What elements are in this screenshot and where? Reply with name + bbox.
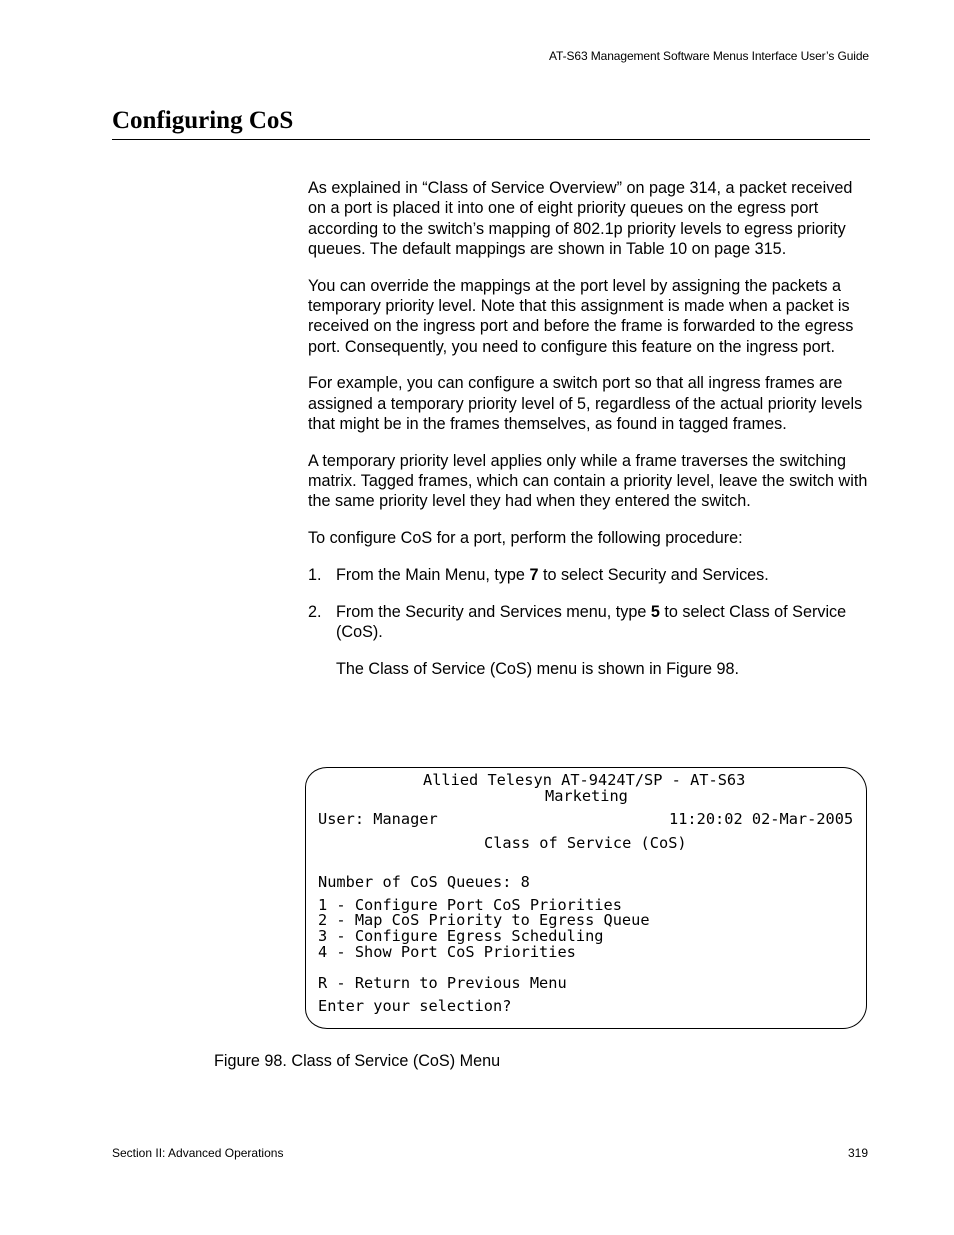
step-text: to select Class of Service (CoS). (336, 602, 847, 642)
step-text: From the Security and Services menu, type (336, 602, 651, 621)
procedure-step (308, 602, 870, 643)
screen-system-name: Marketing (545, 787, 628, 805)
paragraph: For example, you can configure a switch port so that all ingress frames are assigned a temporary priority level of 5, regardless of the actual priority levels that might be in the frames themselves, as found in tagged frames. (308, 374, 863, 433)
step-text: From the Main Menu, type (336, 565, 530, 584)
screen-user: User: Manager (318, 810, 438, 828)
title-divider (112, 139, 870, 140)
step-key: 5 (650, 602, 660, 621)
running-header: AT-S63 Management Software Menus Interface User’s Guide (549, 49, 869, 63)
section-title: Configuring CoS (112, 107, 294, 134)
page-number: 319 (847, 1146, 868, 1160)
step-note: The Class of Service (CoS) menu is shown in Figure 98. (336, 659, 740, 678)
paragraph: As explained in “Class of Service Overview” on page 314, a packet received on a port is placed it into one of eight priority queues on the egress port according to the switch’s mapping of 802.1p priority levels to egress priority queues. The default mappings are shown in Table 10 on page 315. (308, 179, 853, 258)
paragraph: A temporary priority level applies only while a frame traverses the switching matrix. Tagged frames, which can contain a priority level, leave the switch with the same priority level they had when they entered the switch. (308, 451, 868, 511)
figure-caption (0, 1052, 954, 1071)
step-number: 1. (308, 565, 322, 584)
menu-return-option: R - Return to Previous Menu (318, 974, 567, 992)
menu-option: 1 - Configure Port CoS Priorities (318, 896, 622, 914)
procedure-step (308, 565, 870, 585)
caption-text: Figure 98. Class of Service (CoS) Menu (214, 1052, 501, 1070)
paragraph: To configure CoS for a port, perform the following procedure: (308, 529, 743, 548)
body-text (308, 178, 870, 696)
step-key: 7 (529, 565, 539, 584)
screen-queue-count: Number of CoS Queues: 8 (318, 873, 530, 891)
step-text: to select Security and Services. (538, 565, 769, 584)
step-number: 2. (308, 602, 322, 621)
screen-product-line: Allied Telesyn AT-9424T/SP - AT-S63 (423, 771, 746, 789)
paragraph: You can override the mappings at the port level by assigning the packets a temporary priority level. Note that this assignment is made when a packet is received on the ingress port and before the frame is forwarded to the egress port. Consequently, you need to configure this feature on the ingress port. (308, 276, 854, 356)
menu-option: 2 - Map CoS Priority to Egress Queue (318, 911, 650, 929)
menu-option: 4 - Show Port CoS Priorities (318, 943, 576, 961)
procedure-steps (308, 565, 870, 642)
footer-section: Section II: Advanced Operations (112, 1146, 284, 1160)
screen-prompt: Enter your selection? (318, 997, 512, 1015)
screen-timestamp: 11:20:02 02-Mar-2005 (669, 810, 854, 828)
menu-option: 3 - Configure Egress Scheduling (318, 927, 604, 945)
screen-menu-title: Class of Service (CoS) (484, 834, 687, 852)
